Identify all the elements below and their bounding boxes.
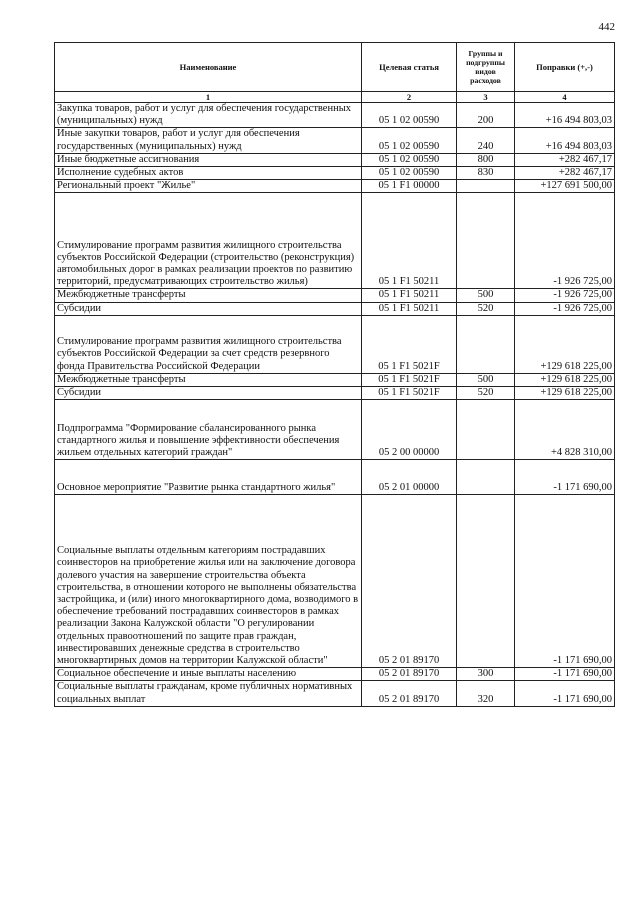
table-row [55,167,615,180]
row-amendment-amount: +4 828 310,00 [515,400,615,460]
row-amendment-amount: +129 618 225,00 [515,315,615,373]
row-name: Социальные выплаты отдельным категориям пострадавших соинвесторов на приобретение жилья или на заключение договора долевого участия на завершение строительства объекта строительства, в отношении которого не выполнены обязательства застройщика, и (или) иного многоквартирного дома, возводимого в обеспечение требований пострадавших соинвесторов в рамках реализации Закона Калужской области "О регулировании отдельных правоотношений по защите прав граждан, инвестировавших денежные средства в строительство многоквартирных домов на территории Калужской области" [55,495,362,668]
row-target-code: 05 2 01 89170 [362,495,457,668]
header-target: Целевая статья [362,43,457,92]
row-amendment-amount: +282 467,17 [515,167,615,180]
row-target-code: 05 2 01 89170 [362,668,457,681]
row-amendment-amount: -1 926 725,00 [515,193,615,289]
page-number: 442 [598,21,615,33]
row-expense-group: 520 [457,302,515,315]
row-name: Основное мероприятие "Развитие рынка стандартного жилья" [55,460,362,495]
column-number: 1 [55,92,362,103]
row-expense-group [457,180,515,193]
column-number-row [55,92,615,103]
row-target-code: 05 2 01 00000 [362,460,457,495]
table-row [55,193,615,289]
table-row [55,128,615,153]
row-target-code: 05 1 F1 50211 [362,193,457,289]
row-name: Субсидии [55,387,362,400]
row-target-code: 05 1 F1 50211 [362,289,457,302]
row-target-code: 05 1 02 00590 [362,167,457,180]
row-target-code: 05 2 00 00000 [362,400,457,460]
row-amendment-amount: -1 171 690,00 [515,460,615,495]
row-amendment-amount: +127 691 500,00 [515,180,615,193]
row-expense-group: 320 [457,681,515,706]
row-expense-group [457,315,515,373]
row-target-code: 05 1 F1 50211 [362,302,457,315]
row-target-code: 05 1 F1 5021F [362,373,457,386]
row-amendment-amount: -1 171 690,00 [515,668,615,681]
table-row [55,681,615,706]
row-expense-group: 830 [457,167,515,180]
row-expense-group: 800 [457,153,515,166]
table-row [55,668,615,681]
row-expense-group: 520 [457,387,515,400]
header-groups: Группы и подгруппы видов расходов [457,43,515,92]
table-row [55,153,615,166]
table-row [55,495,615,668]
row-expense-group: 240 [457,128,515,153]
row-target-code: 05 1 F1 5021F [362,315,457,373]
row-target-code: 05 1 F1 00000 [362,180,457,193]
row-name: Иные бюджетные ассигнования [55,153,362,166]
table-row [55,289,615,302]
row-name: Региональный проект "Жилье" [55,180,362,193]
row-name: Иные закупки товаров, работ и услуг для обеспечения государственных (муниципальных) нужд [55,128,362,153]
row-name: Социальное обеспечение и иные выплаты населению [55,668,362,681]
row-name: Исполнение судебных актов [55,167,362,180]
row-expense-group [457,460,515,495]
table-row [55,387,615,400]
row-amendment-amount: -1 171 690,00 [515,495,615,668]
header-amendments: Поправки (+,-) [515,43,615,92]
table-row [55,103,615,128]
row-amendment-amount: +129 618 225,00 [515,387,615,400]
row-expense-group [457,193,515,289]
table-row [55,315,615,373]
row-expense-group: 300 [457,668,515,681]
table-row [55,400,615,460]
table-row [55,180,615,193]
row-expense-group: 200 [457,103,515,128]
row-target-code: 05 1 02 00590 [362,103,457,128]
row-expense-group [457,400,515,460]
table-row [55,460,615,495]
row-amendment-amount: +282 467,17 [515,153,615,166]
row-target-code: 05 2 01 89170 [362,681,457,706]
table-row [55,373,615,386]
header-name: Наименование [55,43,362,92]
row-expense-group [457,495,515,668]
row-expense-group: 500 [457,289,515,302]
column-number: 4 [515,92,615,103]
row-name: Подпрограмма "Формирование сбалансированного рынка стандартного жилья и повышение эффективности обеспечения жильем отдельных категорий граждан" [55,400,362,460]
column-number: 3 [457,92,515,103]
row-name: Стимулирование программ развития жилищного строительства субъектов Российской Федерации (строительство (реконструкция) автомобильных дорог в рамках реализации проектов по развитию территорий, предусматривающих строительство жилья) [55,193,362,289]
budget-amendments-table [54,42,615,707]
row-target-code: 05 1 02 00590 [362,153,457,166]
row-amendment-amount: -1 926 725,00 [515,302,615,315]
row-name: Межбюджетные трансферты [55,289,362,302]
row-amendment-amount: +129 618 225,00 [515,373,615,386]
row-amendment-amount: +16 494 803,03 [515,128,615,153]
row-amendment-amount: -1 171 690,00 [515,681,615,706]
row-amendment-amount: -1 926 725,00 [515,289,615,302]
row-name: Закупка товаров, работ и услуг для обеспечения государственных (муниципальных) нужд [55,103,362,128]
row-name: Социальные выплаты гражданам, кроме публичных нормативных социальных выплат [55,681,362,706]
row-name: Стимулирование программ развития жилищного строительства субъектов Российской Федерации за счет средств резервного фонда Правительства Российской Федерации [55,315,362,373]
column-number: 2 [362,92,457,103]
row-target-code: 05 1 F1 5021F [362,387,457,400]
table-header-row [55,43,615,92]
row-amendment-amount: +16 494 803,03 [515,103,615,128]
row-name: Межбюджетные трансферты [55,373,362,386]
row-target-code: 05 1 02 00590 [362,128,457,153]
row-name: Субсидии [55,302,362,315]
table-row [55,302,615,315]
row-expense-group: 500 [457,373,515,386]
